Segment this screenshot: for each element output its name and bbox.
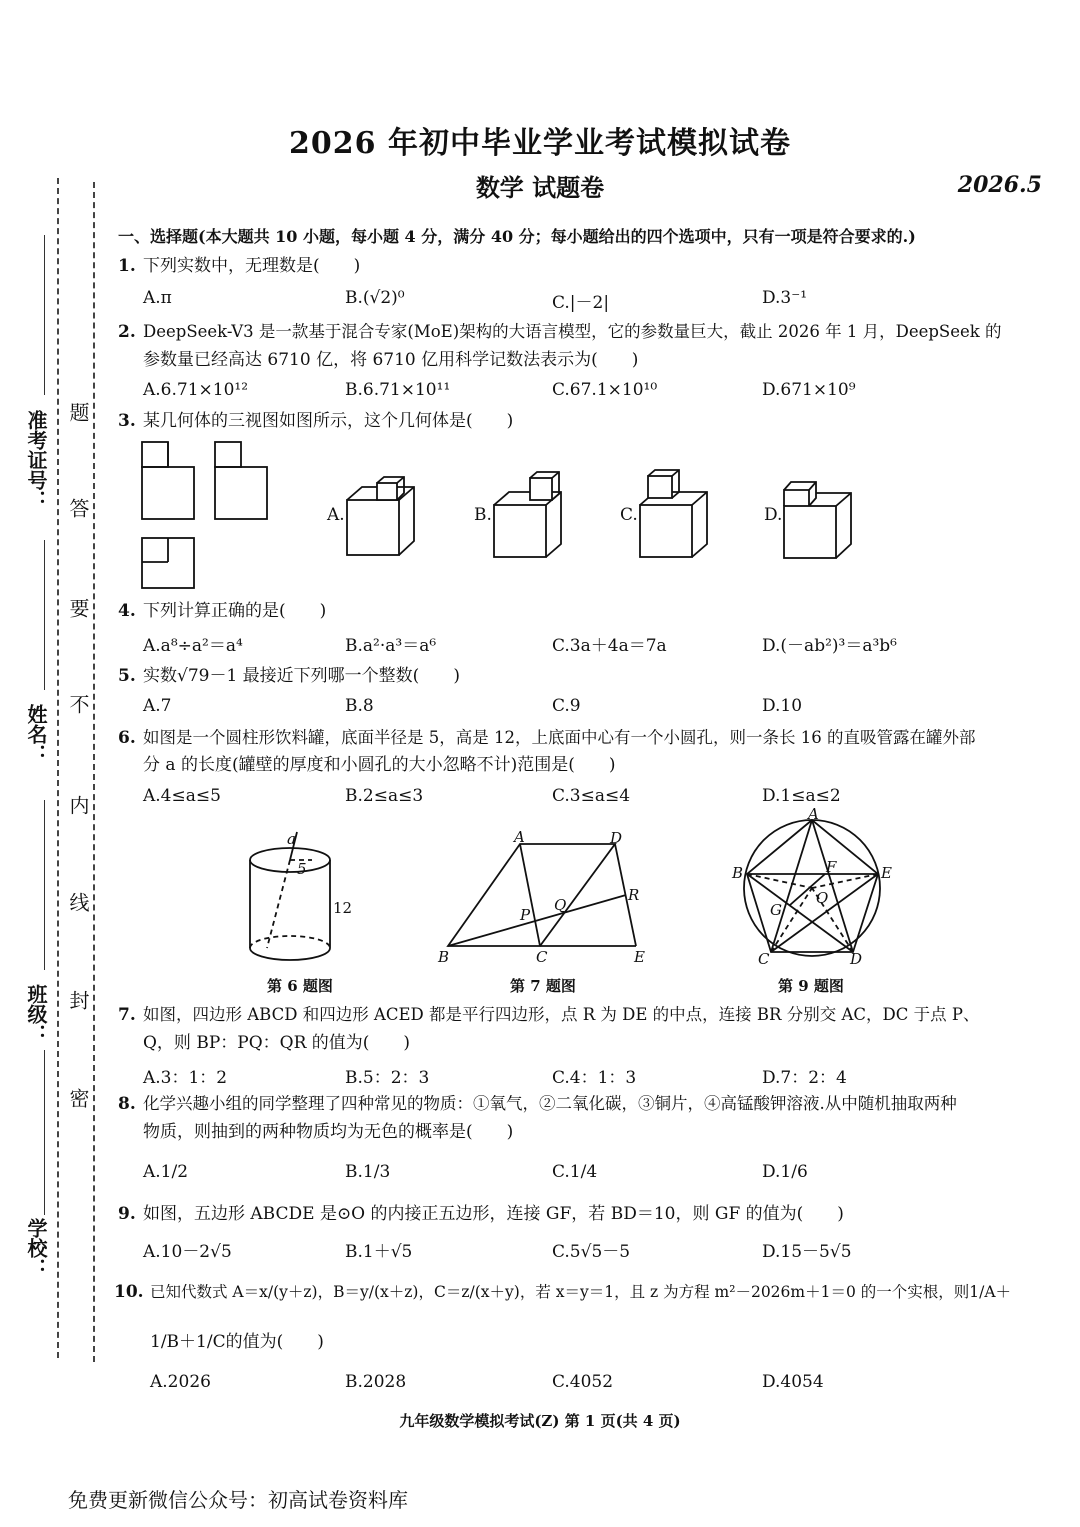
question-text: 如图，四边形 ABCD 和四边形 ACED 都是平行四边形，点 R 为 DE 的中点，连接 BR 分别交 AC，DC 于点 P、 (143, 1005, 980, 1024)
option-a: A.a⁸÷a²＝a⁴ (143, 636, 243, 656)
question-text: 化学兴趣小组的同学整理了四种常见的物质：①氧气，②二氧化碳，③铜片，④高锰酸钾溶液.从中随机抽取两种 (143, 1094, 957, 1113)
seal-char: 答 (66, 498, 90, 518)
exam-title: 2026 年初中毕业学业考试模拟试卷 (289, 126, 791, 161)
option-b: B.2≤a≤3 (345, 786, 424, 806)
option-a: A.π (143, 288, 172, 308)
question-text: 1/B＋1/C的值为( ) (150, 1332, 324, 1352)
point-R: R (628, 886, 640, 904)
figure-caption: 第 6 题图 (267, 977, 333, 995)
option-c: C. (620, 505, 638, 525)
class-underline (44, 800, 45, 970)
question-number: 9. (118, 1204, 136, 1224)
option-c: C.3a＋4a＝7a (552, 636, 667, 656)
question-text: Q，则 BP：PQ：QR 的值为( ) (143, 1033, 411, 1053)
school-label: 学校： (24, 1218, 48, 1278)
seal-char: 不 (66, 694, 90, 714)
exam-number-label: 准考证号： (24, 410, 48, 510)
solid-option-a (345, 475, 425, 560)
school-underline (44, 1050, 45, 1215)
exam-number-underline (44, 235, 45, 395)
parallelogram-figure (430, 830, 660, 970)
seal-char: 密 (66, 1088, 90, 1108)
question-text: 物质，则抽到的两种物质均为无色的概率是( ) (143, 1122, 514, 1142)
question-text: 实数√79－1 最接近下列哪一个整数( ) (143, 666, 460, 686)
question-text: 参数量已经高达 6710 亿，将 6710 亿用科学记数法表示为( ) (143, 350, 639, 370)
binding-line-outer (57, 178, 59, 1358)
option-c: C.3≤a≤4 (552, 786, 631, 806)
question-number: 10. (114, 1282, 144, 1302)
question-number: 6. (118, 728, 136, 748)
option-d: D. (764, 505, 783, 525)
solid-option-b (492, 470, 572, 560)
option-d: D.10 (762, 696, 803, 716)
option-d: D.671×10⁹ (762, 380, 856, 400)
seal-char: 内 (66, 795, 90, 815)
option-b: B.5：2：3 (345, 1068, 430, 1088)
point-B: B (732, 864, 744, 882)
option-d: D.(－ab²)³＝a³b⁶ (762, 636, 897, 656)
option-c: C.4052 (552, 1372, 614, 1392)
option-a: A.2026 (150, 1372, 211, 1392)
option-b: B.a²·a³＝a⁶ (345, 636, 437, 656)
option-c: C.1/4 (552, 1162, 598, 1182)
option-a: A.6.71×10¹² (143, 380, 249, 400)
point-A: A (514, 828, 525, 846)
question-number: 4. (118, 601, 136, 621)
option-a: A.7 (143, 696, 172, 716)
question-number: 3. (118, 411, 136, 431)
promo-text: 免费更新微信公众号：初高试卷资料库 (68, 1488, 408, 1512)
point-G: G (770, 901, 782, 919)
question-text: 下列计算正确的是( ) (143, 601, 327, 621)
point-D: D (610, 829, 623, 847)
figure-caption: 第 9 题图 (778, 977, 844, 995)
label-a: a (287, 830, 296, 848)
question-text: 分 a 的长度(罐壁的厚度和小圆孔的大小忽略不计)范围是( ) (143, 755, 616, 775)
option-d: D.15－5√5 (762, 1242, 852, 1262)
solid-option-d (782, 478, 862, 560)
option-c: C.|－2| (552, 293, 610, 313)
question-number: 8. (118, 1094, 136, 1114)
three-views-figure (140, 440, 280, 590)
option-c: C.9 (552, 696, 581, 716)
seal-char: 题 (66, 402, 90, 422)
point-C: C (758, 950, 770, 968)
option-d: D.3⁻¹ (762, 288, 808, 308)
seal-char: 要 (66, 598, 90, 618)
point-A: A (808, 805, 819, 823)
option-d: D.7：2：4 (762, 1068, 847, 1088)
option-d: D.1/6 (762, 1162, 808, 1182)
question-text: 如图是一个圆柱形饮料罐，底面半径是 5，高是 12，上底面中心有一个小圆孔，则一条长 16 的直吸管露在罐外部 (143, 728, 976, 747)
solid-option-c (638, 468, 718, 560)
option-b: B.(√2)⁰ (345, 288, 405, 308)
point-E: E (881, 864, 892, 882)
point-D: D (850, 950, 863, 968)
label-5: 5 (297, 860, 307, 878)
class-label: 班级： (24, 984, 48, 1044)
point-Q: Q (554, 896, 567, 914)
question-text: DeepSeek-V3 是一款基于混合专家(MoE)架构的大语言模型，它的参数量巨大，截止 2026 年 1 月，DeepSeek 的 (143, 322, 1002, 341)
question-text: 如图，五边形 ABCDE 是⊙O 的内接正五边形，连接 GF，若 BD＝10，则 GF 的值为( ) (143, 1204, 844, 1224)
question-number: 7. (118, 1005, 136, 1025)
point-B: B (438, 948, 450, 966)
option-b: B. (474, 505, 492, 525)
point-F: F (826, 858, 837, 876)
option-d: D.1≤a≤2 (762, 786, 841, 806)
seal-char: 线 (66, 892, 90, 912)
option-c: C.4：1：3 (552, 1068, 637, 1088)
option-c: C.5√5－5 (552, 1242, 631, 1262)
option-a: A.4≤a≤5 (143, 786, 221, 806)
question-number: 5. (118, 666, 136, 686)
seal-char: 封 (66, 990, 90, 1010)
option-b: B.2028 (345, 1372, 407, 1392)
option-a: A. (327, 505, 345, 525)
option-b: B.6.71×10¹¹ (345, 380, 451, 400)
option-b: B.1/3 (345, 1162, 391, 1182)
question-text: 某几何体的三视图如图所示，这个几何体是( ) (143, 411, 514, 431)
binding-line-inner (93, 182, 95, 1362)
option-a: A.10－2√5 (143, 1242, 232, 1262)
point-P: P (520, 906, 531, 924)
exam-subtitle: 数学 试题卷 (475, 173, 605, 202)
name-label: 姓名： (24, 704, 48, 764)
point-E: E (634, 948, 645, 966)
question-number: 2. (118, 322, 136, 342)
option-a: A.3：1：2 (143, 1068, 228, 1088)
question-number: 1. (118, 256, 136, 276)
label-12: 12 (333, 899, 353, 917)
question-text: 已知代数式 A＝x/(y＋z)，B＝y/(x＋z)，C＝z/(x＋y)，若 x＝y＝1，且 z 为方程 m²－2026m＋1＝0 的一个实根，则1/A＋ (150, 1283, 1012, 1301)
cylinder-figure (240, 830, 370, 970)
figure-caption: 第 7 题图 (510, 977, 576, 995)
pentagon-figure (730, 805, 900, 972)
option-b: B.8 (345, 696, 374, 716)
name-underline (44, 540, 45, 690)
point-C: C (536, 948, 548, 966)
point-O: O (816, 889, 829, 907)
option-a: A.1/2 (143, 1162, 189, 1182)
question-text: 下列实数中，无理数是( ) (143, 256, 361, 276)
option-c: C.67.1×10¹⁰ (552, 380, 658, 400)
option-d: D.4054 (762, 1372, 824, 1392)
exam-date: 2026.5 (957, 172, 1042, 198)
section-heading: 一、选择题(本大题共 10 小题，每小题 4 分，满分 40 分；每小题给出的四个选项中，只有一项是符合要求的.) (118, 227, 916, 246)
page-footer: 九年级数学模拟考试(Z) 第 1 页(共 4 页) (399, 1412, 681, 1430)
option-b: B.1＋√5 (345, 1242, 413, 1262)
